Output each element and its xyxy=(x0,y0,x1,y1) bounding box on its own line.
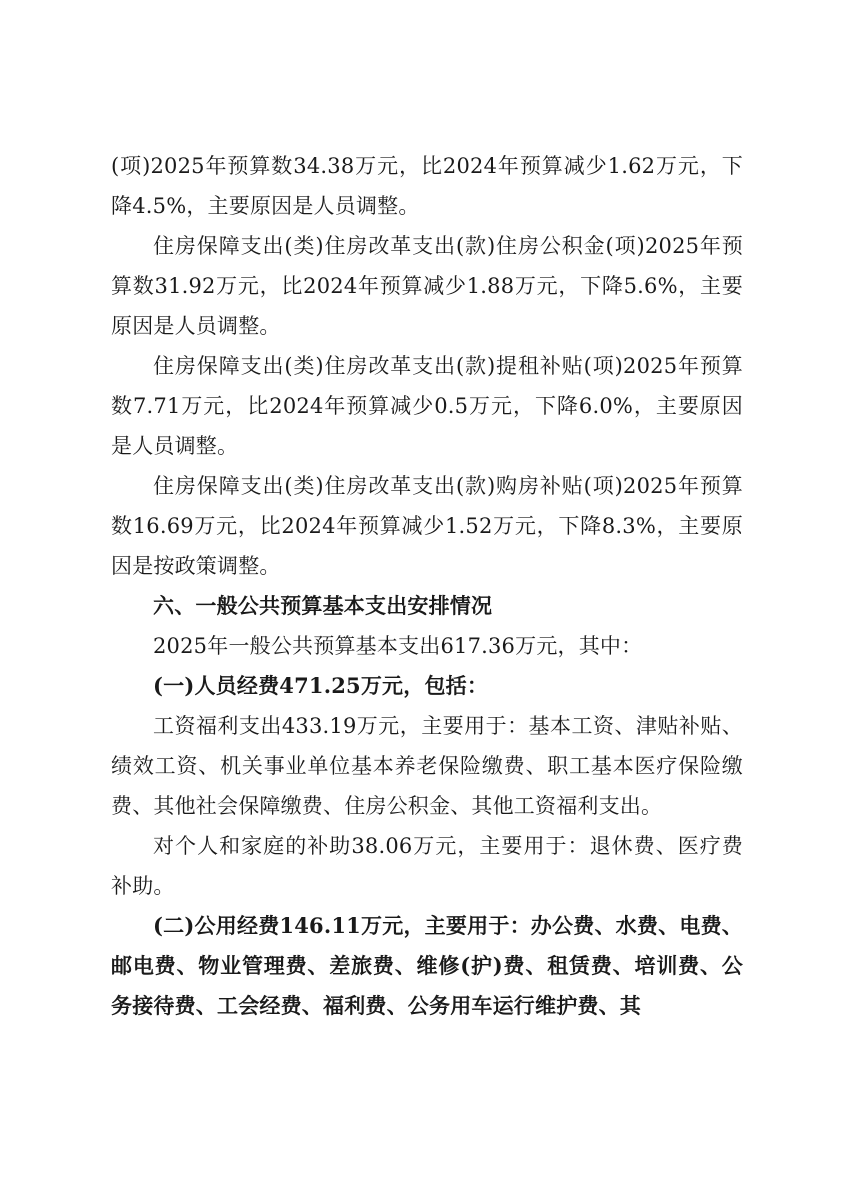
section-heading-basic-expenditure: 六、一般公共预算基本支出安排情况 xyxy=(153,594,493,618)
paragraph-basic-expenditure-total: 2025年一般公共预算基本支出617.36万元，其中： xyxy=(153,634,643,658)
subheading-personnel-expenses: (一)人员经费471.25万元，包括： xyxy=(153,673,489,698)
paragraph-wage-welfare: 工资福利支出433.19万元，主要用于：基本工资、津贴补贴、绩效工资、机关事业单位基本养老保险缴费、职工基本医疗保险缴费、其他社会保障缴费、住房公积金、其他工资福利支出。 xyxy=(111,714,743,818)
paragraph-rent-subsidy: 住房保障支出(类)住房改革支出(款)提租补贴(项)2025年预算数7.71万元，比2024年预算减少0.5万元，下降6.0%，主要原因是人员调整。 xyxy=(111,354,743,458)
paragraph-household-subsidy: 对个人和家庭的补助38.06万元，主要用于：退休费、医疗费补助。 xyxy=(111,834,743,898)
paragraph-housing-provident-tail: (项)2025年预算数34.38万元，比2024年预算减少1.62万元，下降4.5%，主要原因是人员调整。 xyxy=(111,154,743,218)
document-page xyxy=(111,146,743,1026)
paragraph-housing-purchase-subsidy: 住房保障支出(类)住房改革支出(款)购房补贴(项)2025年预算数16.69万元，比2024年预算减少1.52万元，下降8.3%，主要原因是按政策调整。 xyxy=(111,474,743,578)
paragraph-housing-provident-fund: 住房保障支出(类)住房改革支出(款)住房公积金(项)2025年预算数31.92万元，比2024年预算减少1.88万元，下降5.6%，主要原因是人员调整。 xyxy=(111,234,743,338)
subheading-public-expenses: (二)公用经费146.11万元，主要用于：办公费、水费、电费、邮电费、物业管理费、差旅费、维修(护)费、租赁费、培训费、公务接待费、工会经费、福利费、公务用车运行维护费、其 xyxy=(111,913,743,1018)
